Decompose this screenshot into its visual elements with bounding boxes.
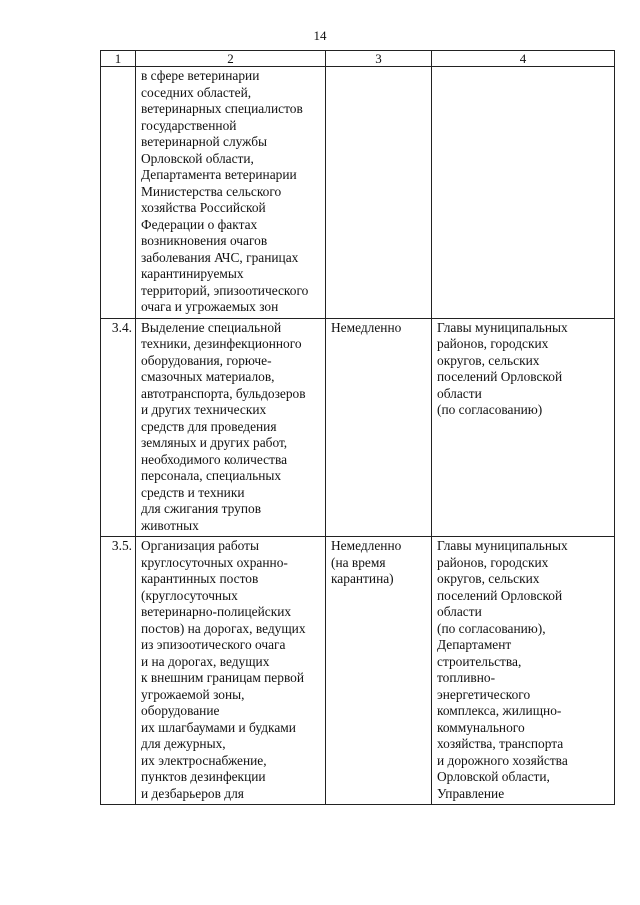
row-responsible: Главы муниципальных районов, городских округов, сельских поселений Орловской области (по согласованию), Департамент строительства, топливно- энергетического комплекса, жилищно- коммунального хозяйства, транспорта и дорожного хозяйства Орловской области, Управление <box>432 537 615 805</box>
table-row <box>101 67 615 319</box>
row-number <box>101 67 136 319</box>
row-action: Организация работы круглосуточных охранно- карантинных постов (круглосуточных ветеринарно-полицейских постов) на дорогах, ведущих из эпизоотического очага и на дорогах, ведущих к внешним границам первой угрожаемой зоны, оборудование их шлагбаумами и будками для дежурных, их электроснабжение, пунктов дезинфекции и дезбарьеров для <box>136 537 326 805</box>
row-deadline: Немедленно (на время карантина) <box>326 537 432 805</box>
row-deadline: Немедленно <box>326 318 432 537</box>
row-number: 3.5. <box>101 537 136 805</box>
column-header-action: 2 <box>136 51 326 67</box>
table-row <box>101 537 615 805</box>
column-header-deadline: 3 <box>326 51 432 67</box>
row-number: 3.4. <box>101 318 136 537</box>
table-header-row <box>101 51 615 67</box>
column-header-responsible: 4 <box>432 51 615 67</box>
page-number: 14 <box>313 28 327 43</box>
row-responsible <box>432 67 615 319</box>
row-deadline <box>326 67 432 319</box>
row-action: Выделение специальной техники, дезинфекционного оборудования, горюче- смазочных материалов, автотранспорта, бульдозеров и других технических средств для проведения земляных и других работ, необходимого количества персонала, специальных средств и техники для сжигания трупов животных <box>136 318 326 537</box>
column-header-number: 1 <box>101 51 136 67</box>
row-responsible: Главы муниципальных районов, городских округов, сельских поселений Орловской области (по согласованию) <box>432 318 615 537</box>
table-row <box>101 318 615 537</box>
row-action: в сфере ветеринарии соседних областей, ветеринарных специалистов государственной ветеринарной службы Орловской области, Департамента ветеринарии Министерства сельского хозяйства Российской Федерации о фактах возникновения очагов заболевания АЧС, границах карантинируемых территорий, эпизоотического очага и угрожаемых зон <box>136 67 326 319</box>
measures-table <box>100 50 615 805</box>
